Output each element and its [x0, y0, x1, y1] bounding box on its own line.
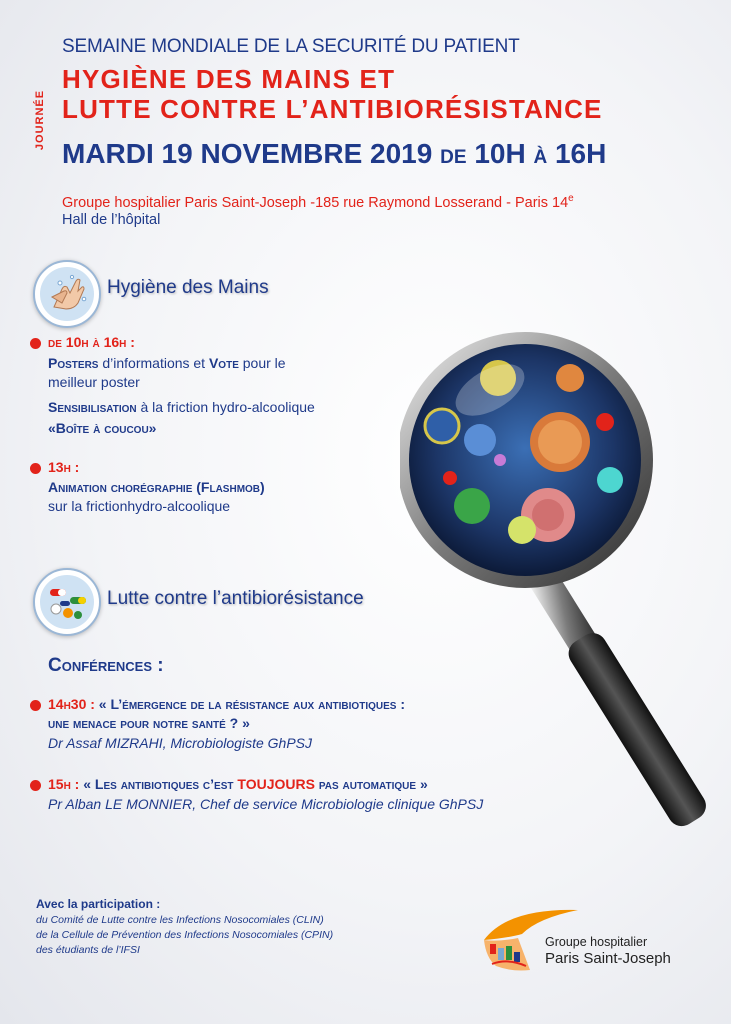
bullet	[30, 780, 41, 791]
hygiene-item1-line2: meilleur poster	[48, 374, 140, 390]
title-line-1: HYGIÈNE DES MAINS ET	[62, 64, 396, 94]
magnifying-glass-icon	[400, 330, 730, 850]
vertical-label	[30, 64, 50, 176]
hygiene-item2-line2: sur la frictionhydro-alcoolique	[48, 498, 231, 514]
conferences-heading: Conférences :	[48, 655, 164, 676]
bullet	[30, 338, 41, 349]
conf1-title-line2: une menace pour notre santé ? »	[48, 715, 250, 731]
conf1-time: 14h30 :	[48, 696, 95, 712]
pills-icon	[33, 568, 101, 636]
boite-a-coucou: «Boîte à coucou»	[48, 420, 157, 436]
location-address-text: Groupe hospitalier Paris Saint-Joseph -185 rue Raymond Losserand - Paris 14	[62, 194, 569, 211]
event-date	[62, 138, 606, 170]
logo-text-line2: Paris Saint-Joseph	[545, 950, 671, 967]
vote-label: Vote	[208, 355, 239, 371]
conf2-title-emph: TOUJOURS	[237, 776, 315, 792]
location-sup: e	[568, 193, 574, 204]
conf1-title-a: « L’émergence de la résistance aux antibiotiques :	[94, 696, 405, 712]
participation-line-1: du Comité de Lutte contre les Infections Nosocomiales (CLIN)	[36, 914, 324, 926]
bullet	[30, 700, 41, 711]
hands-washing-icon	[33, 260, 101, 328]
location-address	[62, 193, 574, 211]
sensibilisation-text: à la friction hydro-alcoolique	[136, 399, 315, 415]
section-title-antibio: Lutte contre l’antibiorésistance	[107, 588, 364, 609]
conf2-title	[48, 776, 428, 792]
date-end: 16H	[554, 138, 607, 169]
vertical-label-text: JOURNÉE	[34, 89, 46, 151]
conf2-time: 15h :	[48, 776, 80, 792]
title-line-2: LUTTE CONTRE L’ANTIBIORÉSISTANCE	[62, 94, 603, 124]
section-title-hygiene: Hygiène des Mains	[107, 277, 269, 298]
conf2-title-pre: « Les antibiotiques c’est	[79, 776, 238, 792]
date-a: À	[533, 147, 548, 168]
sensibilisation-label: Sensibilisation	[48, 399, 137, 415]
hygiene-item1-line1	[48, 355, 286, 371]
conf2-speaker: Pr Alban LE MONNIER, Chef de service Microbiologie clinique GhPSJ	[48, 796, 484, 812]
date-main: MARDI 19 NOVEMBRE 2019	[62, 138, 433, 169]
hygiene-item1-time: de 10h à 16h :	[48, 334, 135, 350]
date-de: DE	[440, 147, 467, 168]
conf1-title-line1	[48, 696, 405, 712]
participation-title: Avec la participation :	[36, 897, 161, 911]
bullet	[30, 463, 41, 474]
conf2-title-post: pas automatique »	[314, 776, 428, 792]
vote-text: pour le	[238, 355, 286, 371]
posters-label: Posters	[48, 355, 99, 371]
logo-text-line1: Groupe hospitalier	[545, 935, 648, 949]
posters-text: d’informations et	[98, 355, 209, 371]
location-hall: Hall de l’hôpital	[62, 212, 161, 228]
hygiene-item2-time: 13h :	[48, 459, 80, 475]
conf1-speaker: Dr Assaf MIZRAHI, Microbiologiste GhPSJ	[48, 735, 312, 751]
date-start: 10H	[474, 138, 526, 169]
hygiene-item1-line3	[48, 399, 315, 415]
hygiene-item2-line1: Animation chorégraphie (Flashmob)	[48, 479, 265, 495]
participation-line-2: de la Cellule de Prévention des Infections Nosocomiales (CPIN)	[36, 929, 334, 941]
participation-line-3: des étudiants de l’IFSI	[36, 944, 140, 956]
event-subtitle: SEMAINE MONDIALE DE LA SECURITÉ DU PATIENT	[62, 36, 520, 57]
